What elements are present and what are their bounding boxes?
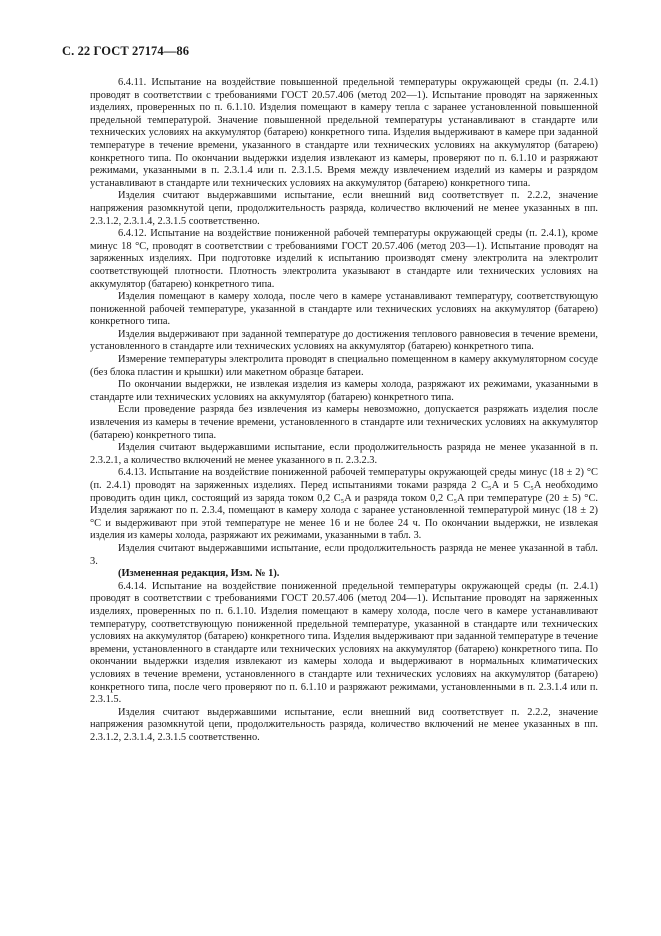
paragraph-6-4-11-criteria: Изделия считают выдержавшими испытание, если внешний вид соответствует п. 2.2.2, значение напряжения разомкнутой цепи, продолжительность разряда, количество включений не менее указанных в пп. 2.3.1.2, 2.3.1.4, 2.3.1.5 соответственно. xyxy=(90,190,598,227)
document-body xyxy=(90,77,598,744)
amendment-note: (Измененная редакция, Изм. № 1). xyxy=(118,568,280,580)
paragraph-6-4-12-discharge: По окончании выдержки, не извлекая изделия из камеры холода, разряжают их режимами, указанными в стандарте или технических условиях на аккумулятор (батарею) конкретного типа. xyxy=(90,379,598,403)
paragraph-6-4-12-measure: Измерение температуры электролита проводят в специально помещенном в камеру аккумуляторном сосуде (без блока пластин и крышки) или макетном образце батареи. xyxy=(90,354,598,378)
paragraph-6-4-13-criteria: Изделия считают выдержавшими испытание, если продолжительность разряда не менее указанной в табл. 3. xyxy=(90,542,598,567)
paragraph-6-4-12-alternative: Если проведение разряда без извлечения из камеры невозможно, допускается разряжать изделия после извлечения из камеры в течение времени, установленного в стандарте или технических условиях на аккумулятор (батарею) конкретного типа. xyxy=(90,404,598,441)
paragraph-6-4-12-chamber: Изделия помещают в камеру холода, после чего в камере устанавливают температуру, соответствующую пониженной рабочей температуре, указанной в стандарте или технических условиях на аккумулятор (батарею) конкретного типа. xyxy=(90,291,598,328)
paragraph-6-4-12: 6.4.12. Испытание на воздействие пониженной рабочей температуры окружающей среды (п. 2.4.1), кроме минус 18 °С, проводят в соответствии с требованиями ГОСТ 20.57.406 (метод 203—1). Испытание проводят на заряженных изделиях. При подготовке изделий к испытанию производят смену электролита на электролит соответствующей плотности. Плотность электролита указывают в стандарте или технических условиях на аккумулятор (батарею) конкретного типа. xyxy=(90,228,598,290)
paragraph-6-4-12-criteria: Изделия считают выдержавшими испытание, если продолжительность разряда не менее указанной в п. 2.3.2.1, а количество включений не менее указанного в п. 2.3.2.3. xyxy=(90,442,598,466)
paragraph-6-4-14-criteria: Изделия считают выдержавшими испытание, если внешний вид соответствует п. 2.2.2, значение напряжения разомкнутой цепи, продолжительность разряда, количество включений не менее указанных в пп. 2.3.1.2, 2.3.1.4, 2.3.1.5 соответственно. xyxy=(90,706,598,743)
paragraph-6-4-13: 6.4.13. Испытание на воздействие пониженной рабочей температуры окружающей среды минус (18 ± 2) °С (п. 2.4.1) проводят на заряженных изделиях. Перед испытаниями токами разряда 2 C₅A и 5 C₅A необходимо проводить один цикл, состоящий из заряда током 0,2 C₅A и разряда током 0,2 C₅A при температуре (20 ± 5) °С. Изделия заряжают по п. 2.3.4, помещают в камеру холода с заранее установленной температурой минус (18 ± 2) °С и выдерживают при этой температуре не менее 16 и не более 24 ч. По окончании выдержки, не извлекая изделия из камеры холода, разряжают их режимами, указанными в табл. 3. xyxy=(90,467,598,542)
paragraph-6-4-14: 6.4.14. Испытание на воздействие пониженной предельной температуры окружающей среды (п. 2.4.1) проводят в соответствии с требованиями ГОСТ 20.57.406 (метод 204—1). Испытание проводят на заряженных изделиях, проверенных по п. 6.1.10. Изделия помещают в камеру холода, после чего в камере устанавливают температуру, соответствующую пониженной предельной температуре, указанной в стандарте или технических условиях на аккумулятор (батарею) конкретного типа. Изделия выдерживают при заданной температуре в течение времени, установленного в стандарте или технических условиях на аккумулятор (батарею) конкретного типа. По окончании выдержки изделия извлекают из камеры холода и выдерживают в нормальных климатических условиях в течение времени, установленного в стандарте или технических условиях на аккумулятор (батарею) конкретного типа, после чего проверяют по п. 6.1.10 и разряжают режимами, установленными в п. 2.3.1.4 или п. 2.3.1.5. xyxy=(90,580,598,706)
page-header: С. 22 ГОСТ 27174—86 xyxy=(62,44,190,58)
paragraph-6-4-11: 6.4.11. Испытание на воздействие повышенной предельной температуры окружающей среды (п. 2.4.1) проводят в соответствии с требованиями ГОСТ 20.57.406 (метод 202—1). Испытание проводят на заряженных изделиях, проверенных по п. 6.1.10. Изделия помещают в камеру тепла с заранее установленной повышенной предельной температурой. Значение повышенной предельной температуры устанавливают в стандарте или технических условиях на аккумулятор (батарею) конкретного типа. Изделия выдерживают в камере при заданной температуре в течение времени, указанного в стандарте или технических условиях на аккумулятор (батарею) конкретного типа. По окончании выдержки изделия извлекают из камеры, проверяют по п. 6.1.10 и разряжают режимами, указанными в п. 2.3.1.4 или п. 2.3.1.5. Время между извлечением изделий из камеры и разрядом устанавливают в стандарте или технических условиях на аккумулятор (батарею) конкретного типа. xyxy=(90,77,598,189)
paragraph-6-4-12-hold: Изделия выдерживают при заданной температуре до достижения теплового равновесия в течение времени, установленного в стандарте или технических условиях на аккумулятор (батарею) конкретного типа. xyxy=(90,328,598,353)
